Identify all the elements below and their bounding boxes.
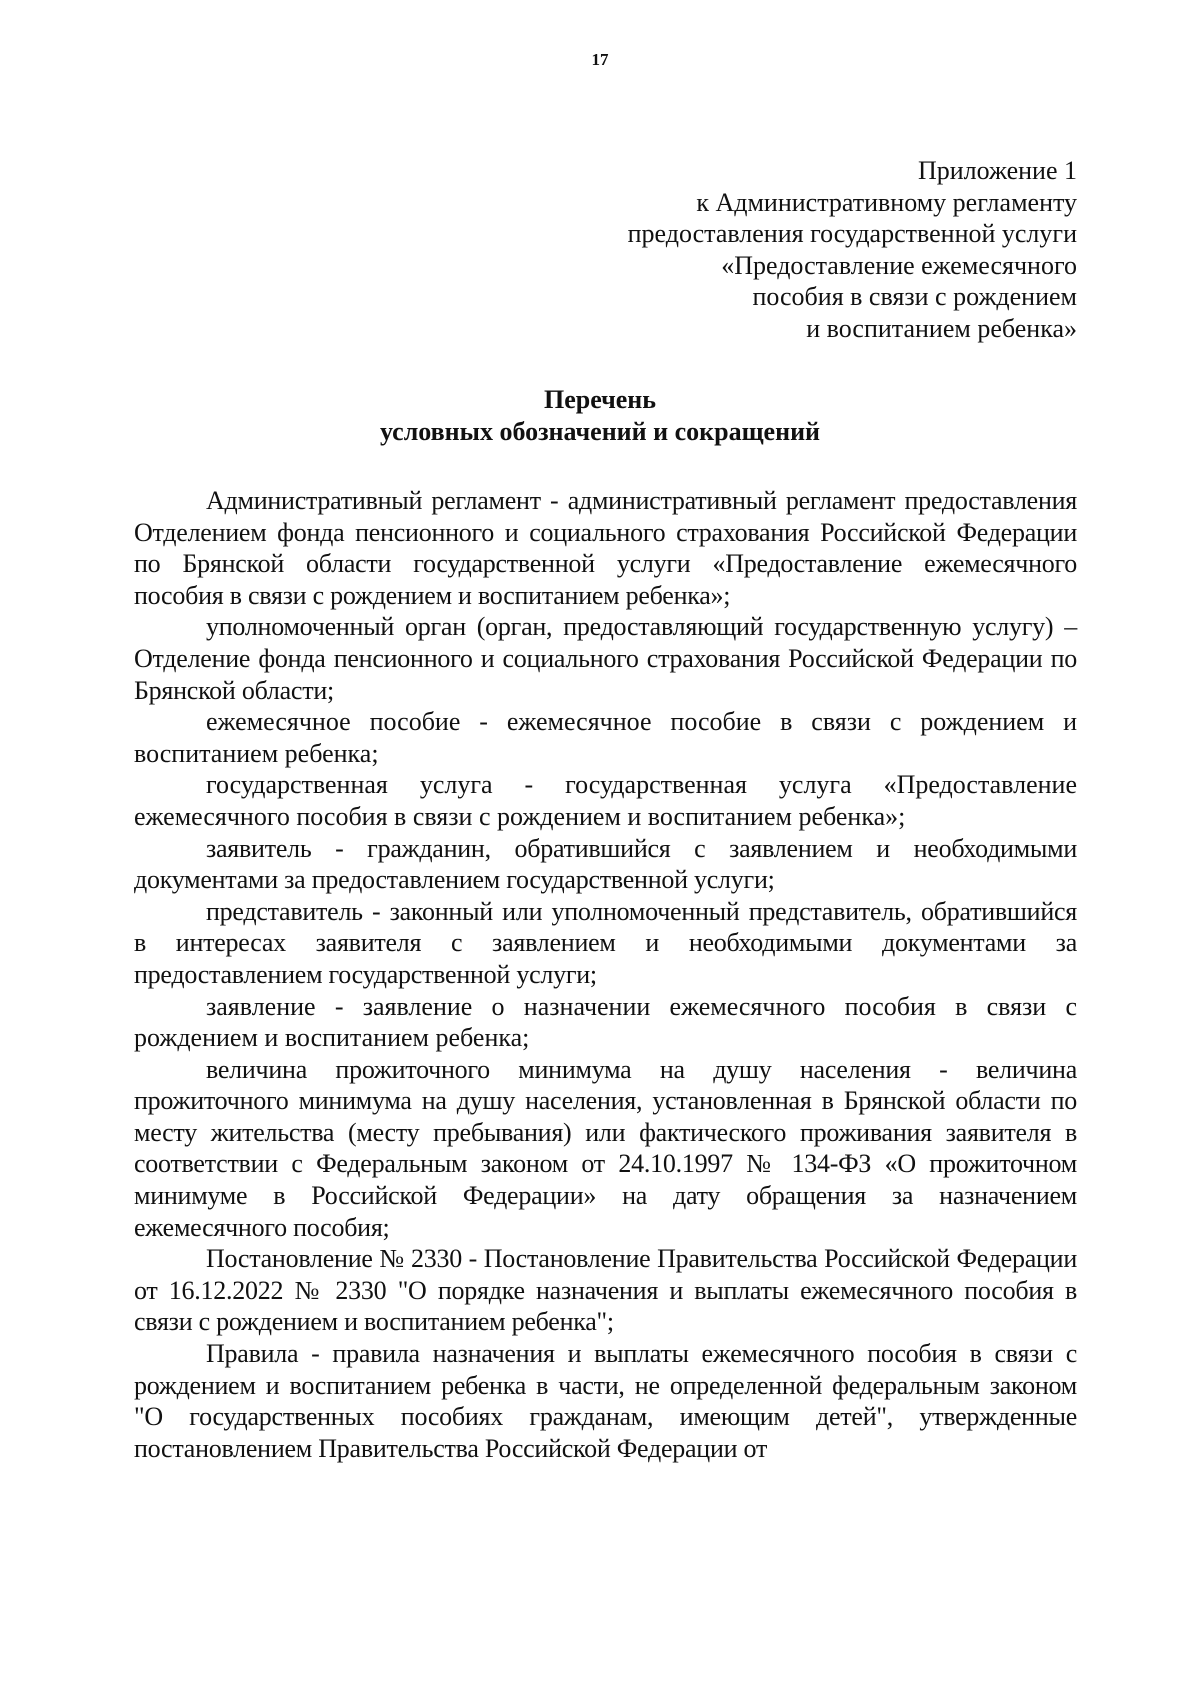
definition-paragraph: Постановление № 2330 - Постановление Правительства Российской Федерации от 16.12.2022 № 2330 "О порядке назначения и выплаты ежемесячного пособия в связи с рождением и воспитанием ребенка"; <box>134 1244 1077 1337</box>
definition-paragraph: величина прожиточного минимума на душу населения - величина прожиточного минимума на душу населения, установленная в Брянской области по месту жительства (месту пребывания) или фактического проживания заявителя в соответствии с Федеральным законом от 24.10.1997 № 134-ФЗ «О прожиточном минимуме в Российской Федерации» на дату обращения за назначением ежемесячного пособия; <box>134 1054 1077 1242</box>
appendix-header <box>628 155 1077 344</box>
title-line-1: Перечень <box>543 385 657 414</box>
definition-paragraph: ежемесячное пособие - ежемесячное пособие в связи с рождением и воспитанием ребенка; <box>134 707 1077 768</box>
definition-paragraph: представитель - законный или уполномоченный представитель, обратившийся в интересах заявителя с заявлением и необходимыми документами за предоставлением государственной услуги; <box>134 896 1077 989</box>
definition-paragraph: заявление - заявление о назначении ежемесячного пособия в связи с рождением и воспитанием ребенка; <box>134 991 1077 1053</box>
appendix-line: пособия в связи с рождением <box>752 282 1077 311</box>
definitions-list <box>134 485 1077 1464</box>
appendix-line: и воспитанием ребенка» <box>806 313 1077 343</box>
definition-paragraph: Правила - правила назначения и выплаты ежемесячного пособия в связи с рождением и воспитанием ребенка в части, не определенной федеральным законом "О государственных пособиях гражданам, имеющим детей", утвержденные постановлением Правительства Российской Федерации от <box>134 1339 1077 1463</box>
page-number: 17 <box>591 50 609 69</box>
definition-paragraph: заявитель - гражданин, обратившийся с заявлением и необходимыми документами за предоставлением государственной услуги; <box>134 833 1077 895</box>
appendix-line: Приложение 1 <box>917 156 1077 185</box>
appendix-line: предоставления государственной услуги <box>627 219 1077 248</box>
appendix-line: «Предоставление ежемесячного <box>721 250 1077 280</box>
definition-paragraph: уполномоченный орган (орган, предоставляющий государственную услугу) – Отделение фонда пенсионного и социального страхования Российской Федерации по Брянской области; <box>134 612 1077 705</box>
title-line-2: условных обозначений и сокращений <box>379 417 821 446</box>
document-title <box>0 384 1200 448</box>
definition-paragraph: Административный регламент - административный регламент предоставления Отделением фонда пенсионного и социального страхования Российской Федерации по Брянской области государственной услуги «Предоставление ежемесячного пособия в связи с рождением и воспитанием ребенка»; <box>134 486 1077 610</box>
definition-paragraph: государственная услуга - государственная услуга «Предоставление ежемесячного пособия в связи с рождением и воспитанием ребенка»; <box>134 770 1077 831</box>
appendix-line: к Административному регламенту <box>696 187 1077 217</box>
